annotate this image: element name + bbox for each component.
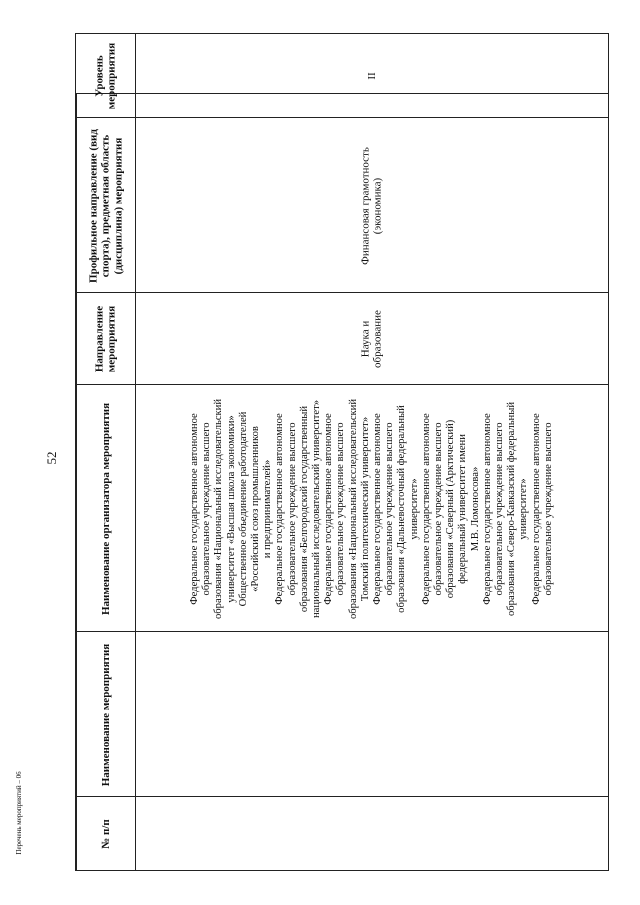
- organizer-line: образовательное учреждение высшего: [200, 421, 212, 596]
- organizer-line: Общественное объединение работодателей: [237, 411, 249, 606]
- organizer-line: образовательное учреждение высшего: [542, 421, 554, 596]
- col-number: [76, 796, 608, 870]
- header-organizer: Наименование организатора мероприятия: [99, 402, 112, 615]
- organizer-line: Федеральное государственное автономное: [481, 412, 493, 605]
- document-footer: Перечень мероприятий – 06: [15, 771, 23, 855]
- events-table: [75, 33, 609, 871]
- organizer-line: образования «Национальный исследовательский: [347, 398, 359, 619]
- header-level-text: Уровень мероприятия: [93, 42, 118, 109]
- header-number-text: № п/п: [99, 818, 112, 849]
- header-profile: Профильное направление (вид спорта), предметная область (дисциплина) мероприятия: [87, 128, 124, 283]
- organizer-line: образования «Национальный исследовательский: [212, 398, 224, 619]
- organizer-line: М.В. Ломоносова»: [469, 466, 481, 551]
- organizer-line: «Российский союз промышленников: [249, 425, 261, 592]
- col-event-name: [76, 631, 608, 797]
- organizer-line: и предпринимателей»: [261, 459, 273, 558]
- organizer-line: Федеральное государственное автономное: [322, 412, 334, 605]
- level-cell: [135, 34, 608, 117]
- level-value: II: [365, 71, 378, 80]
- organizer-line: Федеральное государственное автономное: [420, 412, 432, 605]
- organizer-line: университет»: [408, 477, 420, 540]
- profile-value: Финансовая грамотность (экономика): [359, 146, 384, 265]
- organizer-line: образования «Северо-Кавказский федеральный: [505, 401, 517, 616]
- organizer-line: Федеральное государственное автономное: [530, 412, 542, 605]
- organizer-line: университет»: [517, 477, 529, 540]
- col-organizer-header: [76, 385, 135, 632]
- col-event-name-header: [76, 632, 135, 797]
- organizer-line: национальный исследовательский университет»: [310, 399, 322, 618]
- organizer-line: образовательное учреждение высшего: [493, 421, 505, 596]
- organizer-line: образовательное учреждение высшего: [286, 421, 298, 596]
- col-level: [76, 34, 608, 117]
- col-organizer: [76, 384, 608, 632]
- header-event-name: Наименование мероприятия: [99, 643, 112, 786]
- organizer-line: образования «Северный (Арктический): [444, 419, 456, 598]
- organizer-line: Федеральное государственное автономное: [188, 412, 200, 605]
- organizer-line: образовательное учреждение высшего: [432, 421, 444, 596]
- organizer-line: федеральный университет имени: [456, 433, 468, 584]
- rotated-columns: [76, 34, 608, 870]
- col-profile: [76, 117, 608, 293]
- organizer-line: образования «Дальневосточный федеральный: [395, 404, 407, 613]
- organizer-cell: [135, 385, 608, 632]
- organizer-line: образовательное учреждение высшего: [383, 421, 395, 596]
- profile-cell: [135, 118, 608, 293]
- direction-cell: [135, 293, 608, 385]
- organizer-line: образовательное учреждение высшего: [334, 421, 346, 596]
- organizer-line: Томский политехнический университет»: [359, 416, 371, 601]
- organizer-line: образования «Белгородский государственный: [298, 405, 310, 612]
- organizer-line: Федеральное государственное автономное: [273, 412, 285, 605]
- col-direction: [76, 292, 608, 385]
- col-direction-header: [76, 293, 135, 385]
- organizer-line: Федеральное государственное автономное: [371, 412, 383, 605]
- header-direction: Направление мероприятия: [93, 305, 118, 373]
- direction-value: Наука и образование: [359, 310, 384, 368]
- organizer-line: университет «Высшая школа экономики»: [225, 414, 237, 603]
- col-number-header: [76, 797, 135, 870]
- col-profile-header: [76, 118, 135, 293]
- organizer-list: [188, 389, 554, 629]
- col-level-header: [76, 34, 135, 117]
- page-number: 52: [44, 451, 59, 465]
